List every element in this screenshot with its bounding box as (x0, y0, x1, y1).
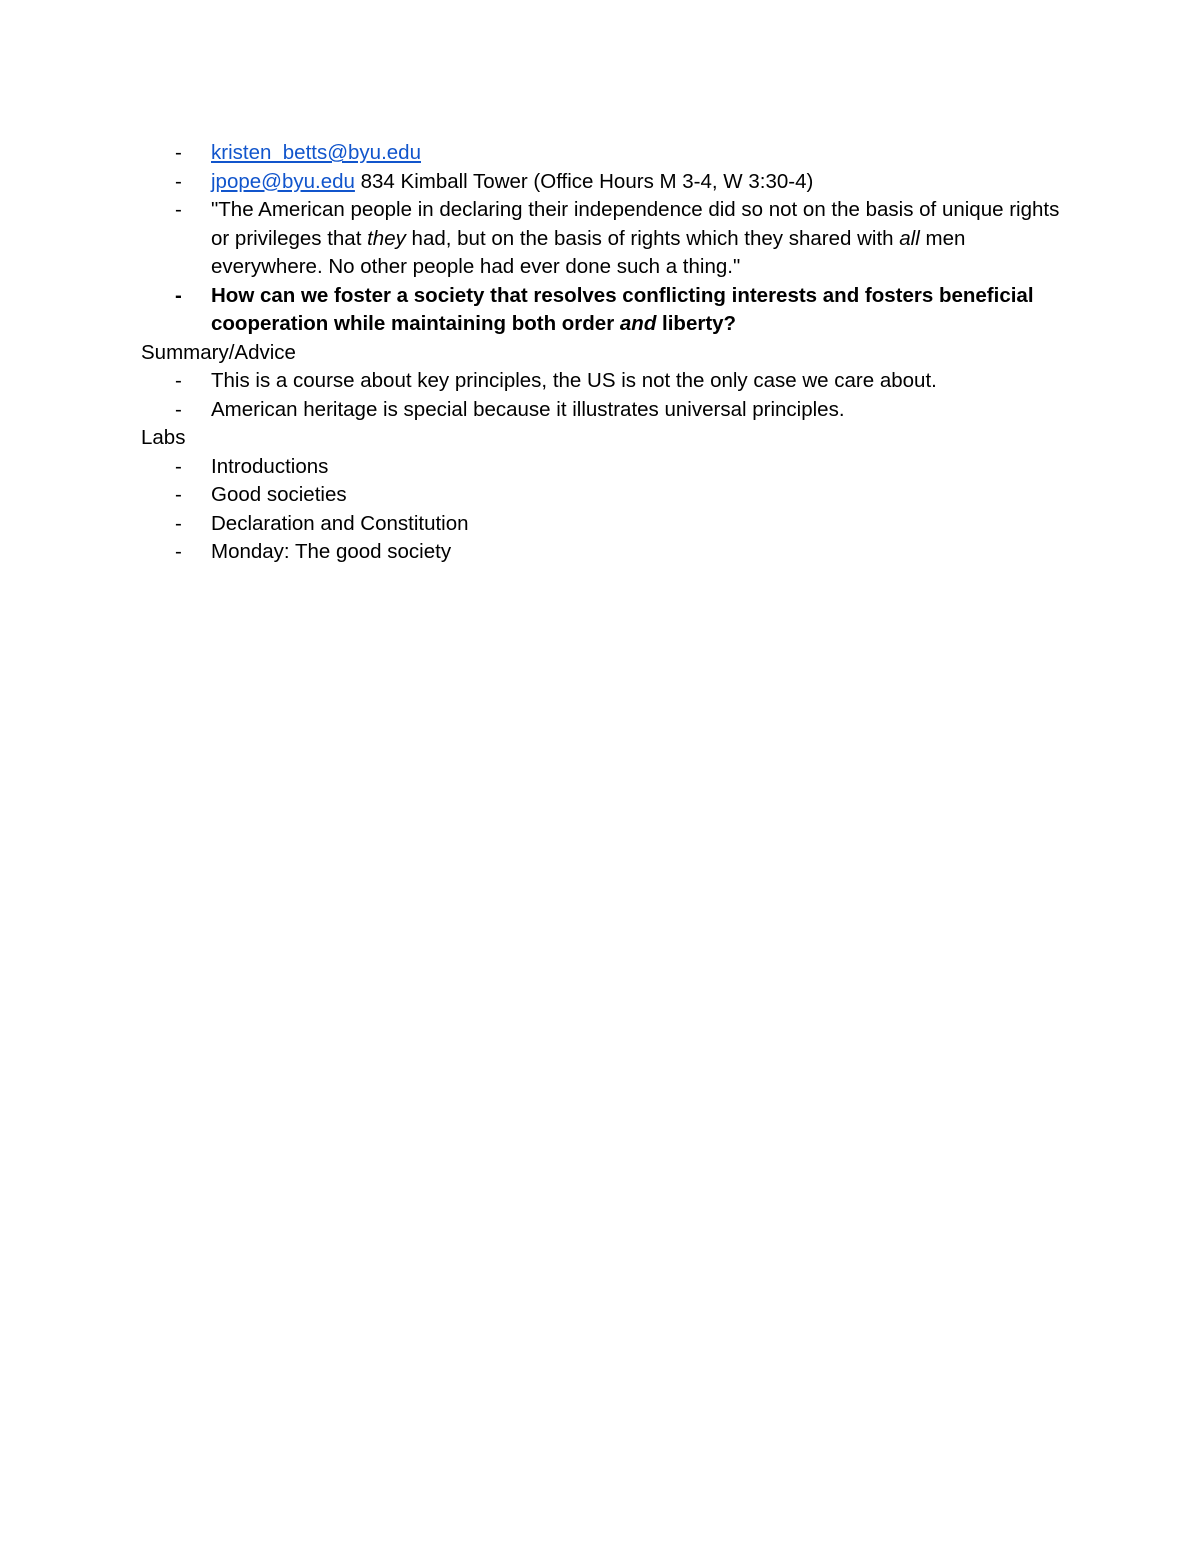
quote-part: men everywhere. No other people had ever done such a thing." (211, 226, 966, 278)
list-item (141, 367, 1061, 396)
email-link-jpope[interactable]: jpope@byu.edu (211, 169, 355, 193)
question-emphasis: and (619, 312, 657, 335)
quote-part: "The American people in declaring their independence did so not on the basis of unique rights or privileges that (211, 198, 1060, 250)
question-text (211, 284, 1034, 336)
labs-heading: Labs (141, 426, 186, 449)
labs-item-text: Declaration and Constitution (211, 511, 469, 535)
quote-text (211, 198, 1059, 278)
list-item (141, 139, 1061, 168)
dash-bullet: - (175, 511, 182, 535)
summary-list (141, 367, 1061, 424)
dash-bullet: - (175, 483, 182, 506)
list-item (141, 538, 1061, 567)
quote-emphasis: all (899, 226, 920, 250)
dash-bullet: - (175, 283, 182, 307)
question-part: liberty? (656, 312, 737, 335)
list-item-quote (141, 196, 1061, 282)
question-part: How can we foster a society that resolves conflicting interests and fosters beneficial cooperation while maintaining both order (211, 283, 1034, 335)
dash-bullet: - (175, 540, 182, 563)
quote-emphasis: they (367, 226, 406, 250)
dash-bullet: - (175, 141, 182, 164)
list-item (141, 396, 1061, 425)
contacts-list (141, 139, 1061, 339)
list-item-question (141, 282, 1061, 339)
email-link-kristen[interactable]: kristen_betts@byu.edu (211, 141, 421, 164)
summary-item-text: This is a course about key principles, the US is not the only case we care about. (211, 369, 937, 392)
summary-heading: Summary/Advice (141, 340, 296, 364)
list-item (141, 481, 1061, 510)
list-item (141, 168, 1061, 197)
quote-part: had, but on the basis of rights which they shared with (405, 226, 900, 250)
summary-item-text: American heritage is special because it illustrates universal principles. (211, 397, 845, 421)
dash-bullet: - (175, 397, 182, 421)
dash-bullet: - (175, 369, 182, 392)
dash-bullet: - (175, 169, 182, 193)
notes-content (141, 139, 1061, 567)
labs-item-text: Introductions (211, 454, 329, 478)
list-item (141, 453, 1061, 482)
list-item (141, 510, 1061, 539)
dash-bullet: - (175, 198, 182, 221)
office-info-text: 834 Kimball Tower (Office Hours M 3-4, W 3:30-4) (354, 169, 814, 193)
labs-item-text: Good societies (211, 483, 347, 506)
labs-item-text: Monday: The good society (211, 540, 452, 563)
labs-list (141, 453, 1061, 567)
dash-bullet: - (175, 454, 182, 478)
